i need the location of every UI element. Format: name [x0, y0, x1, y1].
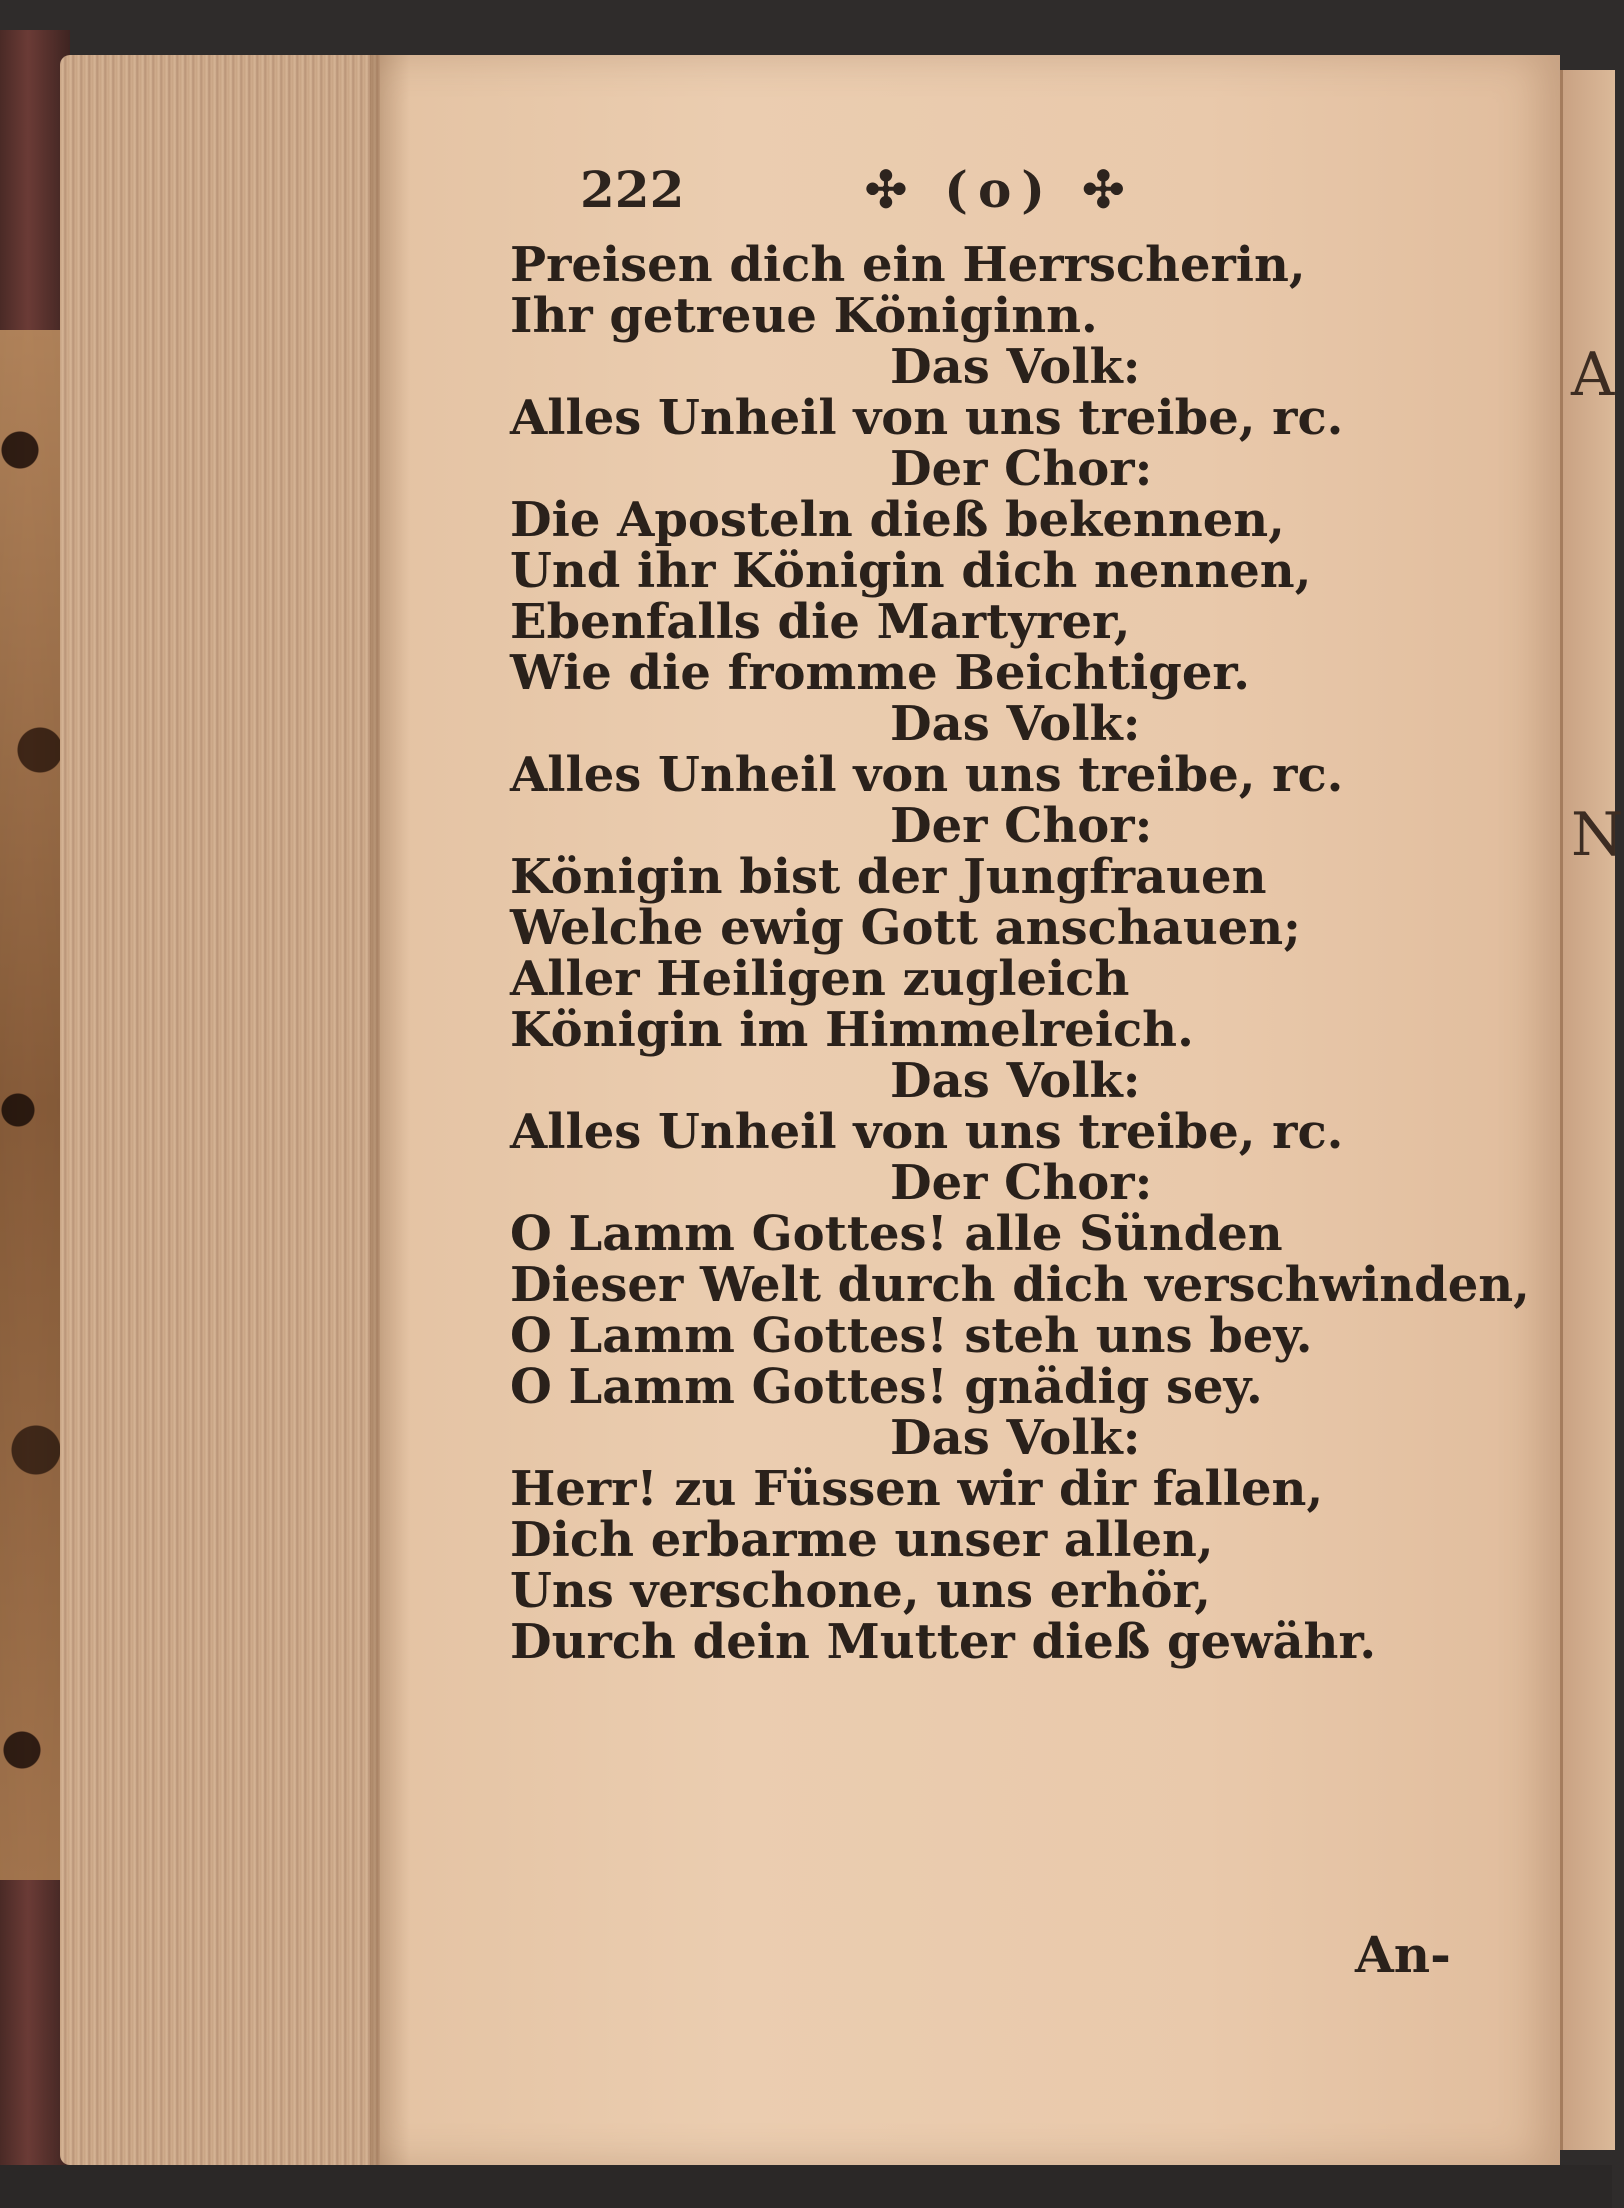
verse-line: Dieser Welt durch dich verschwinden,: [510, 1257, 1530, 1313]
verse-line: Alles Unheil von uns treibe, rc.: [510, 390, 1344, 446]
verse-line: Alles Unheil von uns treibe, rc.: [510, 747, 1344, 803]
speaker-heading: Der Chor:: [890, 441, 1153, 497]
verse-line: Die Aposteln dieß bekennen,: [510, 492, 1285, 548]
background-bottom: [0, 2165, 1612, 2208]
page-number: 222: [580, 160, 685, 219]
verse-line: Preisen dich ein Herrscherin,: [510, 237, 1306, 293]
speaker-heading: Der Chor:: [890, 798, 1153, 854]
verse-line: O Lamm Gottes! steh uns bey.: [510, 1308, 1313, 1364]
header-ornament: ✣ (o) ✣: [865, 160, 1135, 219]
speaker-heading: Das Volk:: [890, 1410, 1141, 1466]
verse-line: Welche ewig Gott anschauen;: [510, 900, 1301, 956]
verse-line: Königin im Himmelreich.: [510, 1002, 1194, 1058]
verse-line: Wie die fromme Beichtiger.: [510, 645, 1250, 701]
marbled-cover-edge: [0, 330, 62, 1880]
verse-line: Ebenfalls die Martyrer,: [510, 594, 1131, 650]
verse-line: Alles Unheil von uns treibe, rc.: [510, 1104, 1344, 1160]
page-edges: [60, 55, 410, 2165]
verse-line: Uns verschone, uns erhör,: [510, 1563, 1212, 1619]
gutter-shadow: [370, 55, 410, 2165]
verse-line: Dich erbarme unser allen,: [510, 1512, 1214, 1568]
catchword: An-: [1355, 1925, 1451, 1984]
verse-line: O Lamm Gottes! gnädig sey.: [510, 1359, 1263, 1415]
verse-line: Ihr getreue Königinn.: [510, 288, 1098, 344]
speaker-heading: Der Chor:: [890, 1155, 1153, 1211]
verse-line: Herr! zu Füssen wir dir fallen,: [510, 1461, 1324, 1517]
verse-line: O Lamm Gottes! alle Sünden: [510, 1206, 1283, 1262]
page-header: [580, 150, 1220, 230]
speaker-heading: Das Volk:: [890, 339, 1141, 395]
facing-page-fragment: N: [1571, 800, 1624, 870]
speaker-heading: Das Volk:: [890, 1053, 1141, 1109]
verse-line: Königin bist der Jungfrauen: [510, 849, 1267, 905]
facing-page-edge: [1560, 70, 1624, 2150]
speaker-heading: Das Volk:: [890, 696, 1141, 752]
verse-line: Aller Heiligen zugleich: [510, 951, 1130, 1007]
verse-line: Durch dein Mutter dieß gewähr.: [510, 1614, 1377, 1670]
hymn-text: [510, 237, 1530, 1670]
facing-page-fragment: A: [1571, 340, 1615, 410]
verse-line: Und ihr Königin dich nennen,: [510, 543, 1312, 599]
